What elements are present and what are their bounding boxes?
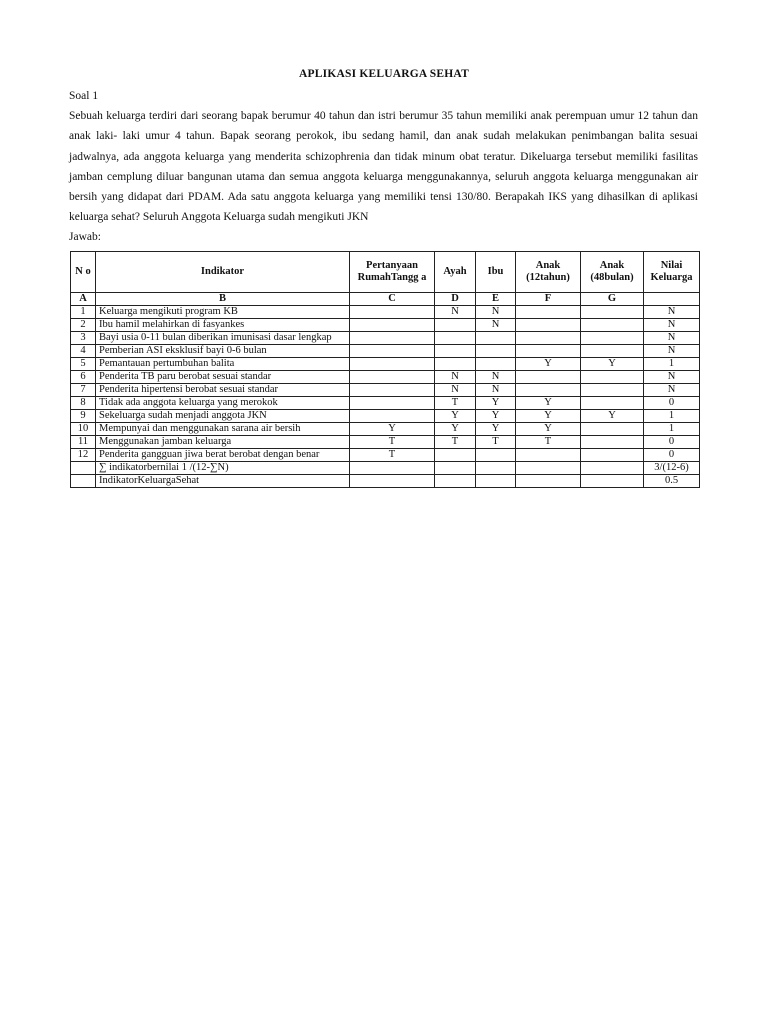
row-anak-12-cell [516, 319, 581, 332]
letter-e: E [476, 293, 516, 306]
row-pertanyaan-cell [350, 371, 435, 384]
row-nilai-cell: N [644, 306, 700, 319]
row-ayah-cell: Y [435, 423, 476, 436]
row-anak-48-cell [581, 384, 644, 397]
summary-row [71, 462, 700, 475]
row-anak-12-cell [516, 371, 581, 384]
row-indikator-cell: Menggunakan jamban keluarga [96, 436, 350, 449]
table-row [71, 306, 700, 319]
row-anak-12-cell: Y [516, 397, 581, 410]
answer-label: Jawab: [69, 231, 101, 243]
table-row [71, 436, 700, 449]
row-no-cell: 5 [71, 358, 96, 371]
row-ibu-cell: T [476, 436, 516, 449]
table-row [71, 345, 700, 358]
row-nilai-cell: 0 [644, 449, 700, 462]
row-indikator-cell: Sekeluarga sudah menjadi anggota JKN [96, 410, 350, 423]
row-no-cell: 2 [71, 319, 96, 332]
header-indikator: Indikator [96, 252, 350, 293]
row-pertanyaan-cell [350, 319, 435, 332]
header-ayah: Ayah [435, 252, 476, 293]
row-nilai-cell: 0.5 [644, 475, 700, 488]
row-no-cell [71, 475, 96, 488]
row-anak-48-cell [581, 475, 644, 488]
row-pertanyaan-cell [350, 384, 435, 397]
summary-row [71, 475, 700, 488]
row-ayah-cell [435, 332, 476, 345]
row-ayah-cell: N [435, 306, 476, 319]
table-row [71, 397, 700, 410]
row-indikator-cell: Penderita hipertensi berobat sesuai standar [96, 384, 350, 397]
row-anak-48-cell [581, 397, 644, 410]
table-row [71, 384, 700, 397]
row-nilai-cell: 0 [644, 397, 700, 410]
table-row [71, 371, 700, 384]
letter-f: F [516, 293, 581, 306]
row-pertanyaan-cell [350, 475, 435, 488]
row-ayah-cell [435, 358, 476, 371]
row-pertanyaan-cell [350, 410, 435, 423]
row-anak-48-cell [581, 319, 644, 332]
row-anak-12-cell: Y [516, 410, 581, 423]
row-no-cell: 12 [71, 449, 96, 462]
row-anak-12-cell [516, 475, 581, 488]
row-no-cell: 9 [71, 410, 96, 423]
row-anak-12-cell [516, 332, 581, 345]
letter-d: D [435, 293, 476, 306]
row-pertanyaan-cell [350, 306, 435, 319]
row-nilai-cell: 1 [644, 423, 700, 436]
question-paragraph: Sebuah keluarga terdiri dari seorang bapak berumur 40 tahun dan istri berumur 35 tahun memiliki anak perempuan umur 12 tahun dan anak laki- laki umur 4 tahun. Bapak seorang perokok, ibu sedang hamil, dan anak sudah melakukan penimbangan balita sesuai jadwalnya, ada anggota keluarga yang menderita schizophrenia dan tidak minum obat teratur. Dikeluarga tersebut memiliki fasilitas jamban cemplung diluar bangunan utama dan semua anggota keluarga menggunakannya, seluruh anggota keluarga menggunakan air bersih yang didapat dari PDAM. Ada satu anggota keluarga yang memiliki tensi 130/80. Berapakah IKS yang dihasilkan di aplikasi keluarga sehat? Seluruh Anggota Keluarga sudah mengikuti JKN [69, 110, 698, 224]
row-anak-12-cell [516, 449, 581, 462]
row-indikator-cell: Tidak ada anggota keluarga yang merokok [96, 397, 350, 410]
row-ibu-cell [476, 475, 516, 488]
row-anak-48-cell [581, 371, 644, 384]
row-anak-12-cell [516, 462, 581, 475]
row-ayah-cell: T [435, 397, 476, 410]
row-anak-48-cell [581, 306, 644, 319]
row-anak-48-cell [581, 423, 644, 436]
row-anak-12-cell: Y [516, 423, 581, 436]
row-anak-48-cell [581, 332, 644, 345]
row-ayah-cell [435, 462, 476, 475]
row-no-cell: 8 [71, 397, 96, 410]
row-ayah-cell: Y [435, 410, 476, 423]
header-ibu: Ibu [476, 252, 516, 293]
row-anak-12-cell [516, 306, 581, 319]
row-indikator-cell: IndikatorKeluargaSehat [96, 475, 350, 488]
row-anak-48-cell: Y [581, 410, 644, 423]
question-label: Soal 1 [69, 90, 99, 102]
row-indikator-cell: Penderita gangguan jiwa berat berobat dengan benar [96, 449, 350, 462]
row-anak-48-cell [581, 345, 644, 358]
table-row [71, 449, 700, 462]
table-header-row [71, 252, 700, 293]
row-ibu-cell [476, 462, 516, 475]
letter-h [644, 293, 700, 306]
row-nilai-cell: N [644, 384, 700, 397]
row-ayah-cell [435, 319, 476, 332]
row-anak-12-cell: Y [516, 358, 581, 371]
row-pertanyaan-cell [350, 397, 435, 410]
row-ibu-cell: N [476, 306, 516, 319]
row-nilai-cell: N [644, 319, 700, 332]
header-nilai: Nilai Keluarga [644, 252, 700, 293]
row-indikator-cell: Bayi usia 0-11 bulan diberikan imunisasi dasar lengkap [96, 332, 350, 345]
row-pertanyaan-cell [350, 332, 435, 345]
row-nilai-cell: 0 [644, 436, 700, 449]
row-anak-12-cell [516, 384, 581, 397]
row-no-cell: 1 [71, 306, 96, 319]
row-indikator-cell: Mempunyai dan menggunakan sarana air bersih [96, 423, 350, 436]
table-body [71, 306, 700, 488]
letter-a: A [71, 293, 96, 306]
row-no-cell [71, 462, 96, 475]
row-no-cell: 10 [71, 423, 96, 436]
table-row [71, 319, 700, 332]
table-row [71, 332, 700, 345]
row-ayah-cell [435, 449, 476, 462]
row-ayah-cell [435, 345, 476, 358]
row-indikator-cell: ∑ indikatorbernilai 1 /(12-∑N) [96, 462, 350, 475]
row-anak-48-cell [581, 436, 644, 449]
header-anak-48: Anak (48bulan) [581, 252, 644, 293]
header-no: N o [71, 252, 96, 293]
row-pertanyaan-cell [350, 358, 435, 371]
row-pertanyaan-cell: T [350, 449, 435, 462]
row-ibu-cell: Y [476, 423, 516, 436]
row-anak-12-cell [516, 345, 581, 358]
row-ibu-cell: N [476, 384, 516, 397]
row-pertanyaan-cell: T [350, 436, 435, 449]
table-row [71, 423, 700, 436]
row-pertanyaan-cell: Y [350, 423, 435, 436]
row-ibu-cell: N [476, 319, 516, 332]
row-nilai-cell: 3/(12-6) [644, 462, 700, 475]
document-title: APLIKASI KELUARGA SEHAT [299, 68, 469, 80]
row-ibu-cell: N [476, 371, 516, 384]
table-row [71, 410, 700, 423]
row-nilai-cell: 1 [644, 358, 700, 371]
row-nilai-cell: N [644, 345, 700, 358]
row-no-cell: 6 [71, 371, 96, 384]
header-anak-12: Anak (12tahun) [516, 252, 581, 293]
row-ayah-cell: N [435, 384, 476, 397]
row-no-cell: 7 [71, 384, 96, 397]
letter-b: B [96, 293, 350, 306]
letter-g: G [581, 293, 644, 306]
row-no-cell: 3 [71, 332, 96, 345]
letter-c: C [350, 293, 435, 306]
row-pertanyaan-cell [350, 345, 435, 358]
family-health-table [70, 251, 700, 488]
row-ibu-cell [476, 449, 516, 462]
row-no-cell: 4 [71, 345, 96, 358]
table-letter-row [71, 293, 700, 306]
row-indikator-cell: Keluarga mengikuti program KB [96, 306, 350, 319]
row-ayah-cell: T [435, 436, 476, 449]
row-ibu-cell [476, 358, 516, 371]
row-ayah-cell [435, 475, 476, 488]
row-anak-48-cell: Y [581, 358, 644, 371]
row-ibu-cell [476, 345, 516, 358]
table-row [71, 358, 700, 371]
row-nilai-cell: N [644, 332, 700, 345]
row-pertanyaan-cell [350, 462, 435, 475]
row-nilai-cell: 1 [644, 410, 700, 423]
header-pertanyaan: Pertanyaan RumahTangg a [350, 252, 435, 293]
row-indikator-cell: Pemberian ASI eksklusif bayi 0-6 bulan [96, 345, 350, 358]
row-ibu-cell: Y [476, 397, 516, 410]
row-indikator-cell: Pemantauan pertumbuhan balita [96, 358, 350, 371]
row-indikator-cell: Penderita TB paru berobat sesuai standar [96, 371, 350, 384]
row-nilai-cell: N [644, 371, 700, 384]
row-ibu-cell [476, 332, 516, 345]
row-anak-48-cell [581, 449, 644, 462]
row-anak-48-cell [581, 462, 644, 475]
row-ayah-cell: N [435, 371, 476, 384]
row-no-cell: 11 [71, 436, 96, 449]
row-ibu-cell: Y [476, 410, 516, 423]
row-indikator-cell: Ibu hamil melahirkan di fasyankes [96, 319, 350, 332]
row-anak-12-cell: T [516, 436, 581, 449]
